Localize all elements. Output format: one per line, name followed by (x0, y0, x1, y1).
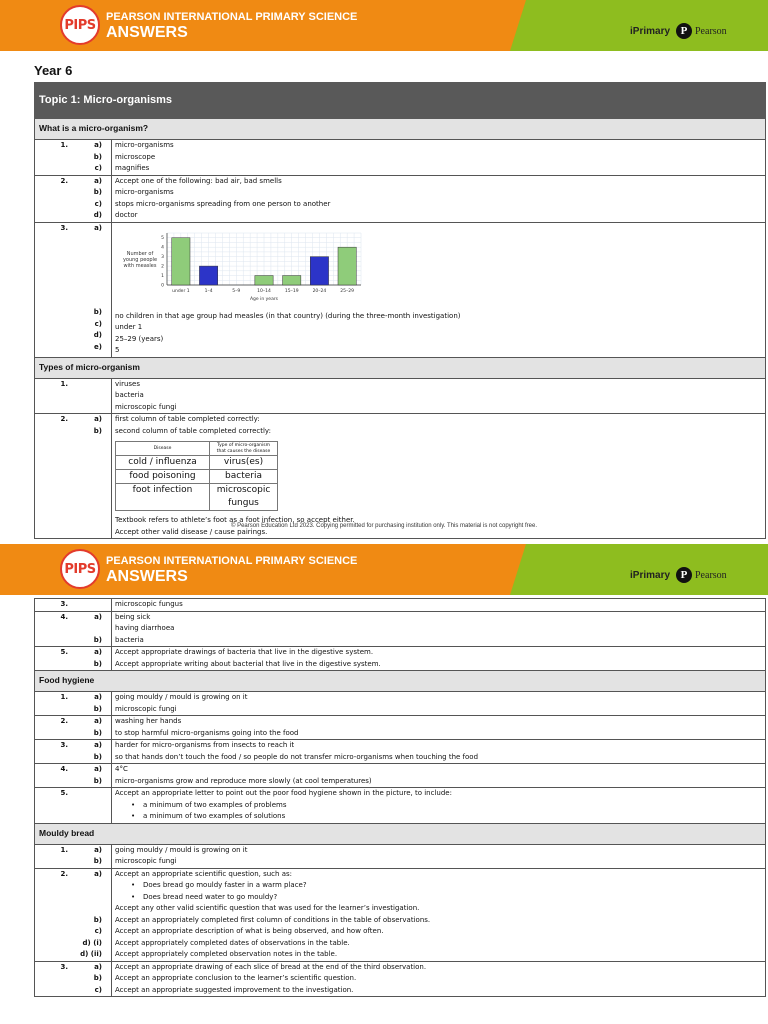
text-line: b) (93, 728, 102, 737)
text-line: • Does bread need water to go mouldy? (115, 892, 762, 904)
bar (283, 275, 301, 284)
table-row (35, 611, 766, 647)
text-line: b) (93, 704, 102, 713)
text-line: 2. (60, 415, 68, 423)
text-line: Accept appropriate writing about bacterial that live in the digestive system. (115, 659, 381, 668)
pips-logo: PIPS (60, 5, 100, 45)
text-line: 3. (60, 600, 68, 608)
section-title: Mouldy bread (35, 823, 766, 844)
text-line: so that hands don’t touch the food / so people do not transfer micro-organisms when touching the food (115, 752, 479, 761)
text-line: b) (93, 152, 102, 161)
table-row (35, 740, 766, 764)
text-line: microscopic fungi (115, 402, 177, 411)
text-line: c) (94, 927, 102, 935)
text-line: ANSWERS (106, 568, 188, 585)
y-tick-label: 3 (161, 254, 164, 260)
text-line: c) (94, 319, 102, 328)
text-line: 5. (60, 789, 68, 797)
bar (310, 256, 328, 284)
text-line: harder for micro-organisms from insects to reach it (115, 741, 295, 749)
text-line: d) (93, 211, 102, 219)
text-line: e) (94, 342, 102, 351)
text-line: washing her hands (115, 717, 182, 725)
text-line: 3. (60, 741, 68, 749)
text-line: b) (93, 752, 102, 761)
text-line: b) (93, 635, 102, 644)
y-tick-label: 0 (161, 283, 164, 288)
text-line: a) (94, 415, 102, 423)
bar (199, 266, 217, 285)
bar (172, 237, 190, 284)
text-line: going mouldy / mould is growing on it (115, 693, 248, 701)
answers-table-1 (34, 82, 766, 539)
text-line: 25–29 (years) (115, 334, 164, 343)
text-line: 5 (115, 346, 120, 354)
table-row (35, 378, 766, 414)
bar (255, 275, 273, 284)
text-line: a) (94, 741, 102, 749)
text-line: bacteria (115, 391, 144, 399)
text-line: microscopic fungus (115, 600, 183, 608)
chart-ylabel: Number of young people with measles (122, 250, 158, 269)
text-line: bacteria (115, 635, 144, 644)
text-line: 4. (60, 765, 68, 773)
text-line: Accept an appropriately completed first column of conditions in the table of observations. (115, 915, 431, 924)
table-row (35, 692, 766, 716)
text-line: Accept any other valid scientific question that was used for the learner’s investigation. (115, 904, 420, 912)
text-line: b) (93, 857, 102, 865)
text-line: b) (93, 426, 102, 435)
table-row (35, 140, 766, 176)
text-line: b) (93, 659, 102, 668)
bar (338, 247, 356, 285)
text-line: • a minimum of two examples of solutions (115, 811, 762, 823)
text-line: 1. (60, 379, 68, 388)
text-line: micro-organisms (115, 141, 174, 149)
text-line: micro-organisms (115, 188, 174, 196)
text-line: microscopic fungi (115, 857, 177, 865)
section-title: What is a micro-organism? (35, 119, 766, 140)
page-2 (0, 544, 768, 1024)
x-tick-label: 5–9 (232, 288, 241, 294)
x-tick-label: 20–24 (312, 288, 327, 294)
brand-line2: ANSWERS (106, 24, 188, 41)
text-line: b) (93, 915, 102, 924)
text-line: • a minimum of two examples of problems (115, 800, 762, 812)
year-heading: Year 6 (34, 63, 73, 78)
text-line: microscopic fungi (115, 704, 177, 713)
text-line: 4. (60, 612, 68, 621)
text-line: a) (94, 962, 102, 971)
text-line: micro-organisms grow and reproduce more slowly (at cool temperatures) (115, 776, 372, 785)
iprimary-logo: iPrimary (630, 26, 671, 37)
text-line: microscopic fungus (210, 484, 278, 511)
text-line: no children in that age group had measles (in that country) (during the three-month investigation) (115, 311, 461, 320)
text-line: a) (94, 176, 102, 185)
section-title: Food hygiene (35, 671, 766, 692)
text-line: Accept an appropriate conclusion to the learner’s scientific question. (115, 974, 357, 982)
text-line: a) (94, 717, 102, 725)
x-tick-label: 15–19 (284, 288, 299, 294)
pearson-icon: P (676, 23, 692, 39)
organism-header: Type of micro-organism that causes the disease (210, 442, 278, 456)
text-line: Accept appropriately completed observation notes in the table. (115, 950, 338, 958)
text-line: first column of table completed correctly: (115, 415, 260, 423)
text-line: viruses (115, 379, 141, 388)
table-row (35, 868, 766, 961)
text-line: second column of table completed correctly: (115, 426, 271, 435)
y-tick-label: 4 (161, 245, 164, 251)
q-number: 1. (60, 141, 68, 149)
table-row (35, 716, 766, 740)
table-row (35, 599, 766, 612)
section-title: Types of micro-organism (35, 357, 766, 378)
text-line: microscope (115, 152, 156, 161)
table-row (35, 414, 766, 539)
text-line: 1. (60, 693, 68, 701)
text-line: 5. (60, 648, 68, 656)
text-line: d) (i) (82, 938, 102, 947)
text-line: foot infection (116, 484, 210, 511)
text-line: Accept an appropriate drawing of each slice of bread at the end of the third observation. (115, 962, 427, 971)
table-row (35, 844, 766, 868)
table-row (35, 961, 766, 997)
text-line: to stop harmful micro-organisms going into the food (115, 728, 299, 737)
text-line: Pearson (695, 570, 727, 581)
text-line: b) (93, 776, 102, 785)
text-line: a) (94, 869, 102, 878)
disease-header: Disease (116, 442, 210, 456)
text-line: a) (94, 845, 102, 854)
text-line: d) (ii) (80, 950, 102, 958)
y-tick-label: 1 (161, 273, 164, 279)
table-row (35, 764, 766, 788)
chart-xlabel: Age in years (249, 296, 279, 302)
text-line: being sick (115, 612, 151, 621)
x-tick-label: 10–14 (257, 288, 271, 294)
text-line: a) (94, 141, 102, 149)
pearson-icon: P (676, 567, 692, 583)
x-tick-label: 25–29 (340, 288, 354, 294)
text-line: c) (94, 199, 102, 208)
disease-table (115, 441, 278, 511)
answers-table-2 (34, 598, 766, 997)
text-line: a) (94, 765, 102, 773)
text-line: a) (94, 648, 102, 656)
text-line: Accept other valid disease / cause pairings. (115, 527, 268, 536)
x-tick-label: under 1 (172, 288, 190, 294)
text-line: b) (93, 308, 102, 316)
measles-bar-chart (115, 227, 375, 307)
text-line: 1. (60, 845, 68, 854)
y-tick-label: 5 (161, 235, 164, 241)
text-line: magnifies (115, 164, 150, 172)
text-line: PEARSON INTERNATIONAL PRIMARY SCIENCE (106, 555, 358, 567)
table-row (35, 222, 766, 357)
table-row (35, 788, 766, 824)
text-line: under 1 (115, 323, 143, 331)
pearson-logo: Pearson (695, 26, 727, 37)
table-row (35, 647, 766, 671)
text-line: Accept appropriate drawings of bacteria that live in the digestive system. (115, 648, 374, 656)
text-line: Accept an appropriate letter to point out the poor food hygiene shown in the picture, to include: (115, 789, 452, 797)
text-line: 3. (60, 223, 68, 232)
text-line: b) (93, 188, 102, 196)
text-line: 2. (60, 717, 68, 725)
text-line: doctor (115, 211, 138, 219)
text-line: a) (94, 612, 102, 621)
page-header (0, 544, 768, 595)
text-line: Accept appropriately completed dates of observations in the table. (115, 938, 350, 947)
text-line: Accept an appropriate description of what is being observed, and how often. (115, 927, 384, 935)
text-line: Accept an appropriate suggested improvement to the investigation. (115, 985, 354, 994)
text-line: Textbook refers to athlete’s foot as a foot infection, so accept either. (115, 516, 355, 524)
page-header (0, 0, 768, 51)
text-line: Accept one of the following: bad air, bad smells (115, 176, 282, 185)
text-line: food poisoning (116, 470, 210, 484)
text-line: stops micro-organisms spreading from one person to another (115, 199, 331, 208)
text-line: virus(es) (210, 456, 278, 470)
x-tick-label: 1–4 (204, 288, 213, 294)
text-line: d) (93, 331, 102, 339)
text-line: c) (94, 164, 102, 172)
text-line: cold / influenza (116, 456, 210, 470)
text-line: having diarrhoea (115, 624, 175, 632)
text-line: c) (94, 985, 102, 994)
topic-title: Topic 1: Micro-organisms (35, 83, 766, 119)
table-row (35, 175, 766, 222)
text-line: 4°C (115, 765, 128, 773)
text-line: Accept an appropriate scientific question, such as: (115, 869, 292, 878)
chart-svg (115, 227, 375, 307)
text-line: bacteria (210, 470, 278, 484)
text-line: • Does bread go mouldy faster in a warm place? (115, 880, 762, 892)
pips-logo: PIPS (60, 549, 100, 589)
text-line: a) (94, 223, 102, 232)
text-line: iPrimary (630, 570, 671, 581)
footer-copyright: © Pearson Education Ltd 2023. Copying permitted for purchasing institution only. This material is not copyright free. (230, 523, 538, 529)
y-tick-label: 2 (161, 264, 164, 270)
text-line: 3. (60, 962, 68, 971)
text-line: b) (93, 974, 102, 982)
text-line: a) (94, 693, 102, 701)
text-line: going mouldy / mould is growing on it (115, 845, 248, 854)
text-line: 2. (60, 869, 68, 878)
text-line: 2. (60, 176, 68, 185)
brand-line1: PEARSON INTERNATIONAL PRIMARY SCIENCE (106, 11, 358, 23)
